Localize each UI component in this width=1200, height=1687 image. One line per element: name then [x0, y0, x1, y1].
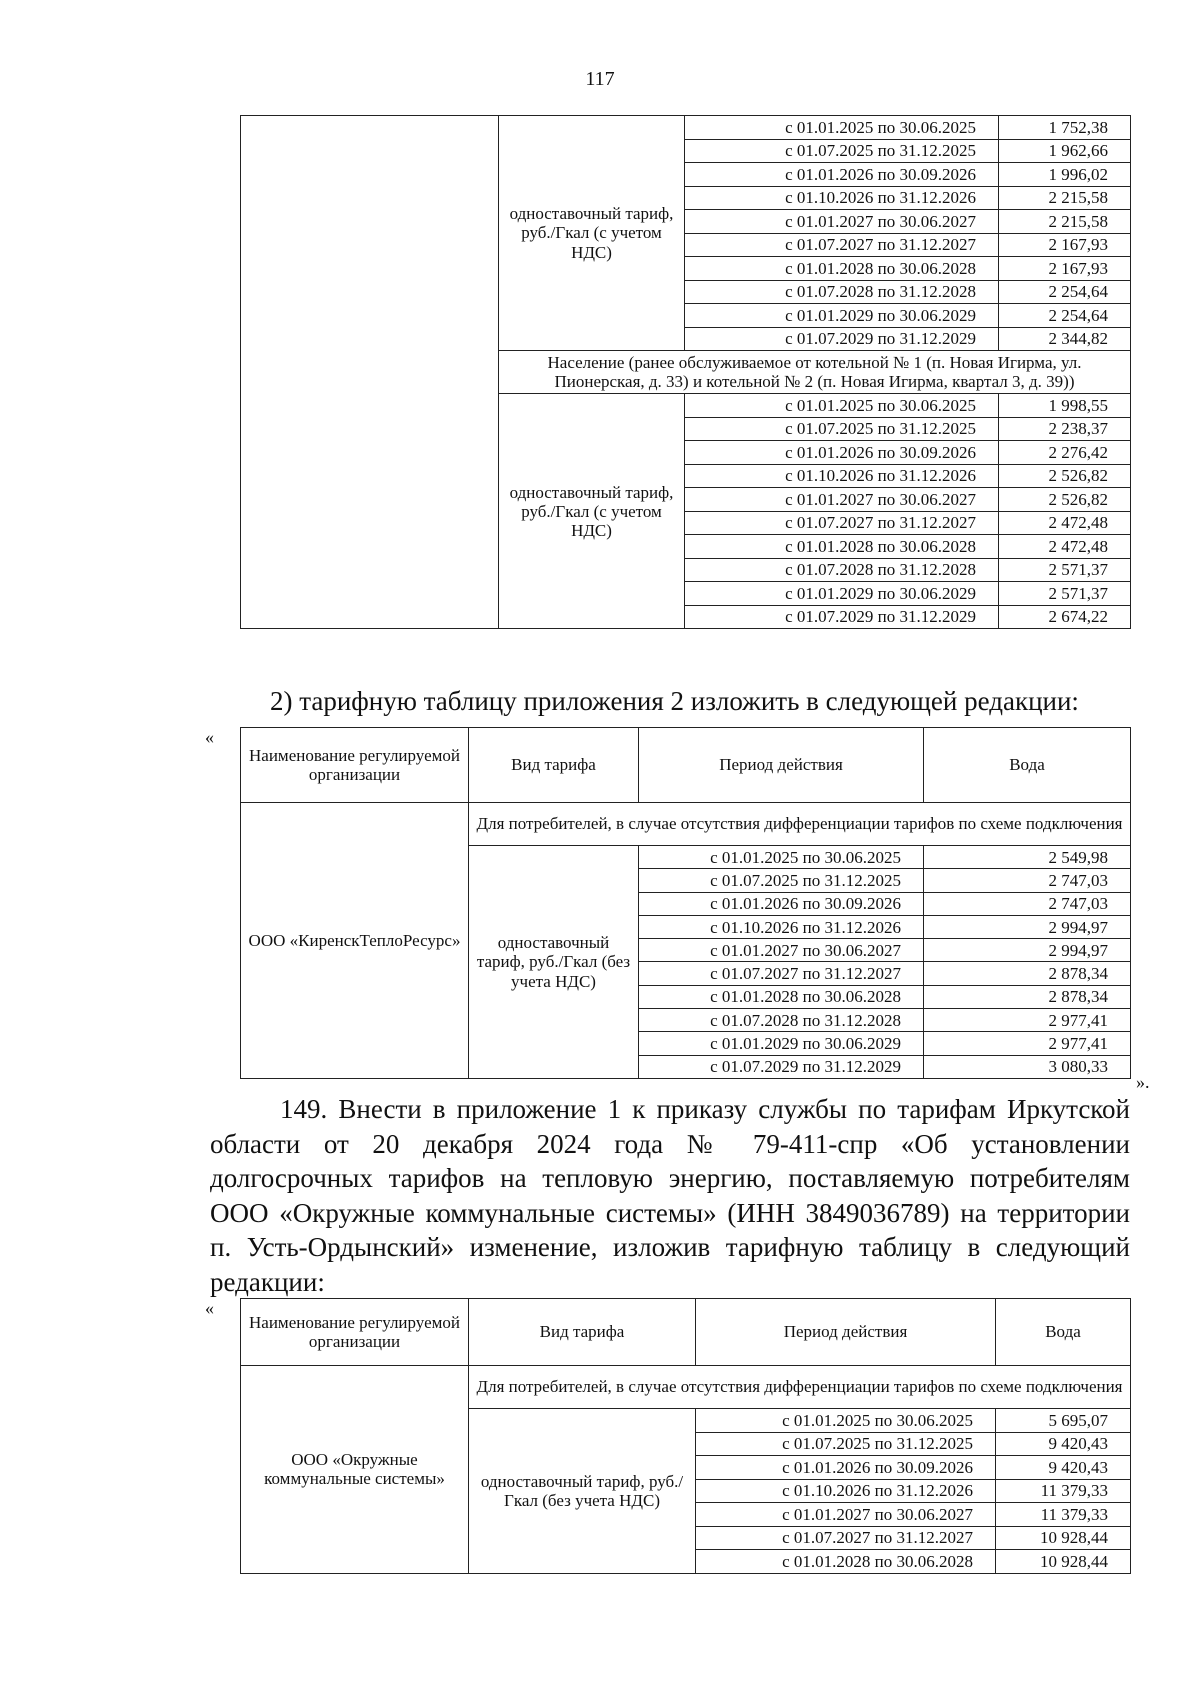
quote-close: ». — [1136, 1072, 1150, 1092]
period-cell: с 01.07.2028 по 31.12.2028 — [639, 1009, 924, 1032]
org-cell-empty — [241, 116, 499, 629]
column-header: Вид тарифа — [469, 728, 639, 803]
value-cell: 2 674,22 — [999, 605, 1131, 629]
value-cell: 11 379,33 — [996, 1503, 1131, 1527]
period-cell: с 01.01.2026 по 30.09.2026 — [685, 441, 999, 465]
value-cell: 9 420,43 — [996, 1432, 1131, 1456]
period-cell: с 01.01.2025 по 30.06.2025 — [639, 846, 924, 869]
value-cell: 2 994,97 — [924, 915, 1131, 938]
period-cell: с 01.07.2029 по 31.12.2029 — [639, 1055, 924, 1078]
value-cell: 1 996,02 — [999, 163, 1131, 187]
value-cell: 1 752,38 — [999, 116, 1131, 140]
period-cell: с 01.01.2028 по 30.06.2028 — [685, 535, 999, 559]
period-cell: с 01.07.2029 по 31.12.2029 — [685, 327, 999, 351]
paragraph-149-line-1: 149. Внести в приложение 1 к приказу службы по тарифам Иркутской — [280, 1094, 1130, 1124]
period-cell: с 01.07.2027 по 31.12.2027 — [639, 962, 924, 985]
value-cell: 11 379,33 — [996, 1479, 1131, 1503]
period-cell: с 01.07.2028 по 31.12.2028 — [685, 280, 999, 304]
tariff-type-cell: одноставочный тариф, руб./Гкал (с учетом НДС) — [499, 116, 685, 351]
period-cell: с 01.01.2027 по 30.06.2027 — [685, 210, 999, 234]
period-cell: с 01.07.2027 по 31.12.2027 — [685, 511, 999, 535]
paragraph-149-line-4: ООО «Окружные коммунальные системы» (ИНН 3849036789) на территории — [210, 1197, 1130, 1228]
value-cell: 2 878,34 — [924, 962, 1131, 985]
value-cell: 1 998,55 — [999, 394, 1131, 418]
tariff-table-okruzhnye — [240, 1298, 1131, 1574]
period-cell: с 01.10.2026 по 31.12.2026 — [696, 1479, 996, 1503]
value-cell: 2 472,48 — [999, 511, 1131, 535]
group-header-cell: Для потребителей, в случае отсутствия дифференциации тарифов по схеме подключения — [469, 803, 1131, 846]
period-cell: с 01.07.2025 по 31.12.2025 — [685, 417, 999, 441]
organization-cell: ООО «КиренскТеплоРесурс» — [241, 803, 469, 1079]
period-cell: с 01.07.2025 по 31.12.2025 — [639, 869, 924, 892]
value-cell: 2 344,82 — [999, 327, 1131, 351]
value-cell: 2 254,64 — [999, 280, 1131, 304]
value-cell: 2 571,37 — [999, 582, 1131, 606]
value-cell: 2 526,82 — [999, 464, 1131, 488]
period-cell: с 01.01.2028 по 30.06.2028 — [639, 985, 924, 1008]
value-cell: 2 238,37 — [999, 417, 1131, 441]
value-cell: 2 571,37 — [999, 558, 1131, 582]
value-cell: 2 254,64 — [999, 304, 1131, 328]
value-cell: 2 977,41 — [924, 1032, 1131, 1055]
paragraph-149 — [210, 1092, 1130, 1299]
period-cell: с 01.07.2025 по 31.12.2025 — [685, 139, 999, 163]
column-header: Вода — [924, 728, 1131, 803]
period-cell: с 01.01.2026 по 30.09.2026 — [696, 1456, 996, 1480]
value-cell: 2 977,41 — [924, 1009, 1131, 1032]
group-header-row — [241, 1366, 1131, 1409]
tariff-type-cell: одноставочный тариф, руб./Гкал (без учета НДС) — [469, 846, 639, 1079]
period-cell: с 01.01.2025 по 30.06.2025 — [685, 394, 999, 418]
group-header-cell: Население (ранее обслуживаемое от котельной № 1 (п. Новая Игирма, ул. Пионерская, д. 33) и котельной № 2 (п. Новая Игирма, квартал 3, д. 39)) — [499, 351, 1131, 394]
value-cell: 2 526,82 — [999, 488, 1131, 512]
period-cell: с 01.01.2028 по 30.06.2028 — [696, 1550, 996, 1574]
column-header: Наименование регулируемой организации — [241, 728, 469, 803]
header-row — [241, 1299, 1131, 1366]
period-cell: с 01.10.2026 по 31.12.2026 — [639, 915, 924, 938]
period-cell: с 01.01.2025 по 30.06.2025 — [696, 1409, 996, 1433]
period-cell: с 01.07.2025 по 31.12.2025 — [696, 1432, 996, 1456]
value-cell: 2 472,48 — [999, 535, 1131, 559]
tariff-type-cell: одноставочный тариф, руб./Гкал (без учета НДС) — [469, 1409, 696, 1574]
column-header: Вид тарифа — [469, 1299, 696, 1366]
period-cell: с 01.01.2027 по 30.06.2027 — [696, 1503, 996, 1527]
page-number: 117 — [585, 68, 615, 90]
period-cell: с 01.10.2026 по 31.12.2026 — [685, 464, 999, 488]
value-cell: 2 747,03 — [924, 892, 1131, 915]
period-cell: с 01.01.2029 по 30.06.2029 — [685, 582, 999, 606]
period-cell: с 01.01.2026 по 30.09.2026 — [685, 163, 999, 187]
period-cell: с 01.01.2027 по 30.06.2027 — [685, 488, 999, 512]
period-cell: с 01.01.2026 по 30.09.2026 — [639, 892, 924, 915]
value-cell: 5 695,07 — [996, 1409, 1131, 1433]
value-cell: 10 928,44 — [996, 1550, 1131, 1574]
value-cell: 2 215,58 — [999, 210, 1131, 234]
value-cell: 1 962,66 — [999, 139, 1131, 163]
period-cell: с 01.07.2029 по 31.12.2029 — [685, 605, 999, 629]
table-row — [241, 116, 1131, 140]
column-header: Наименование регулируемой организации — [241, 1299, 469, 1366]
period-cell: с 01.10.2026 по 31.12.2026 — [685, 186, 999, 210]
tariff-type-cell: одноставочный тариф, руб./Гкал (с учетом НДС) — [499, 394, 685, 629]
period-cell: с 01.01.2025 по 30.06.2025 — [685, 116, 999, 140]
paragraph-149-line-3: долгосрочных тарифов на тепловую энергию, поставляемую потребителям — [210, 1163, 1130, 1193]
paragraph-2: 2) тарифную таблицу приложения 2 изложить в следующей редакции: — [270, 686, 1079, 716]
value-cell: 2 878,34 — [924, 985, 1131, 1008]
value-cell: 9 420,43 — [996, 1456, 1131, 1480]
value-cell: 2 747,03 — [924, 869, 1131, 892]
organization-cell: ООО «Окружные коммунальные системы» — [241, 1366, 469, 1574]
period-cell: с 01.01.2027 по 30.06.2027 — [639, 939, 924, 962]
period-cell: с 01.01.2029 по 30.06.2029 — [639, 1032, 924, 1055]
period-cell: с 01.07.2027 по 31.12.2027 — [696, 1526, 996, 1550]
column-header: Вода — [996, 1299, 1131, 1366]
column-header: Период действия — [639, 728, 924, 803]
value-cell: 2 994,97 — [924, 939, 1131, 962]
value-cell: 10 928,44 — [996, 1526, 1131, 1550]
value-cell: 2 549,98 — [924, 846, 1131, 869]
period-cell: с 01.07.2027 по 31.12.2027 — [685, 233, 999, 257]
period-cell: с 01.01.2028 по 30.06.2028 — [685, 257, 999, 281]
paragraph-149-line-5: п. Усть-Ордынский» изменение, изложив тарифную таблицу в следующий — [210, 1232, 1130, 1262]
header-row — [241, 728, 1131, 803]
group-header-cell: Для потребителей, в случае отсутствия дифференциации тарифов по схеме подключения — [469, 1366, 1131, 1409]
value-cell: 2 167,93 — [999, 257, 1131, 281]
period-cell: с 01.07.2028 по 31.12.2028 — [685, 558, 999, 582]
paragraph-149-line-2: области от 20 декабря 2024 года № 79-411-спр «Об установлении — [210, 1128, 1130, 1159]
tariff-table-continuation — [240, 115, 1131, 629]
value-cell: 2 215,58 — [999, 186, 1131, 210]
column-header: Период действия — [696, 1299, 996, 1366]
paragraph-149-line-6: редакции: — [210, 1266, 325, 1297]
quote-open-2: « — [205, 1298, 214, 1318]
value-cell: 2 167,93 — [999, 233, 1131, 257]
value-cell: 3 080,33 — [924, 1055, 1131, 1078]
tariff-table-kirensk — [240, 727, 1131, 1079]
period-cell: с 01.01.2029 по 30.06.2029 — [685, 304, 999, 328]
group-header-row — [241, 803, 1131, 846]
value-cell: 2 276,42 — [999, 441, 1131, 465]
quote-open: « — [205, 727, 214, 747]
